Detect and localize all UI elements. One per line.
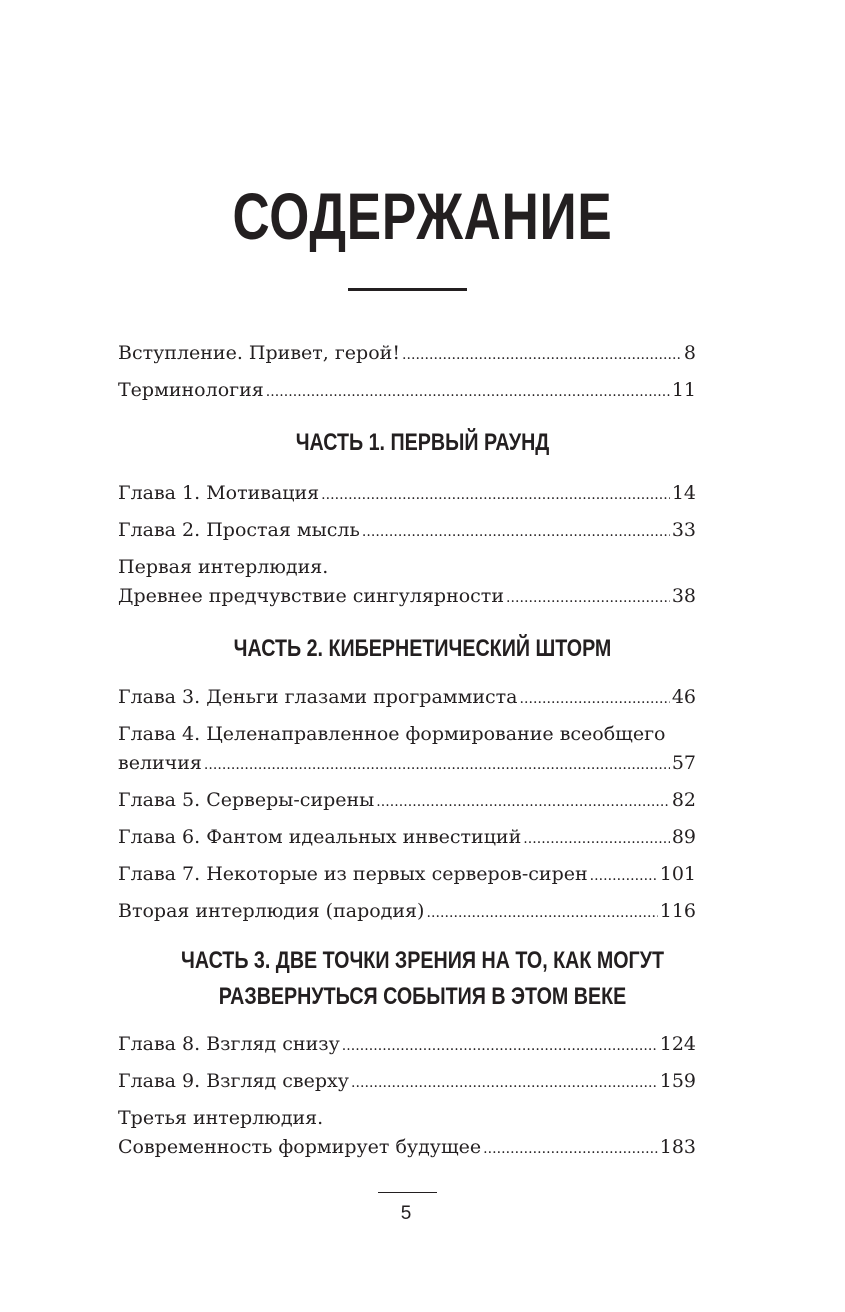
toc-entry[interactable]: [118, 336, 696, 373]
dot-leader: [362, 513, 670, 550]
toc-entry[interactable]: [118, 746, 696, 783]
dot-leader: [204, 746, 670, 783]
toc-entry[interactable]: [118, 857, 696, 894]
toc-entry[interactable]: [118, 1027, 696, 1064]
toc-entry[interactable]: [118, 513, 696, 550]
toc-entry-label: Глава 9. Взгляд сверху: [118, 1070, 349, 1092]
toc-entry-label: Глава 6. Фантом идеальных инвестиций: [118, 826, 522, 848]
toc-entry-page: 101: [659, 863, 696, 885]
toc-entry-label: Глава 5. Серверы-сирены: [118, 789, 375, 811]
toc-part-3: [118, 1027, 696, 1167]
dot-leader: [520, 680, 670, 717]
toc-entry-page: 183: [659, 1136, 696, 1158]
toc-entry-label: Вторая интерлюдия (пародия): [118, 900, 425, 922]
toc-entry[interactable]: [118, 820, 696, 857]
toc-part-1: [118, 476, 696, 616]
dot-leader: [376, 783, 670, 820]
dot-leader: [506, 579, 670, 616]
toc-entry[interactable]: [118, 579, 696, 616]
dot-leader: [590, 857, 658, 894]
toc-entry-page: 116: [659, 900, 696, 922]
toc-entry[interactable]: [118, 894, 696, 931]
toc-entry-label-line[interactable]: Глава 4. Целенаправленное формирование всеобщего: [118, 723, 666, 745]
dot-leader: [342, 1027, 658, 1064]
toc-entry-page: 33: [671, 519, 696, 541]
toc-entry-page: 38: [671, 585, 696, 607]
toc-entry-page: 57: [671, 752, 696, 774]
page-number: 5: [400, 1203, 412, 1224]
toc-entry-page: 8: [683, 342, 696, 364]
toc-entry-label-line[interactable]: Первая интерлюдия.: [118, 556, 329, 578]
toc-entry[interactable]: [118, 476, 696, 513]
part-3-heading-line2: РАЗВЕРНУТЬСЯ СОБЫТИЯ В ЭТОМ ВЕКЕ: [218, 983, 627, 1010]
toc-entry[interactable]: [118, 1064, 696, 1101]
dot-leader: [351, 1064, 658, 1101]
part-3-heading: ЧАСТЬ 3. ДВЕ ТОЧКИ ЗРЕНИЯ НА ТО, КАК МОГУТ: [181, 947, 664, 974]
dot-leader: [266, 373, 670, 410]
dot-leader: [321, 476, 670, 513]
dot-leader: [483, 1130, 658, 1167]
toc-entry-page: 11: [671, 379, 696, 401]
footer-divider: [378, 1192, 437, 1193]
toc-entry-page: 124: [659, 1033, 696, 1055]
toc-intro: [118, 336, 696, 410]
toc-entry-label: Глава 1. Мотивация: [118, 482, 320, 504]
part-2-heading: ЧАСТЬ 2. КИБЕРНЕТИЧЕСКИЙ ШТОРМ: [233, 635, 612, 662]
toc-entry-page: 14: [671, 482, 696, 504]
dot-leader: [426, 894, 657, 931]
toc-entry-page: 82: [671, 789, 696, 811]
title-divider: [348, 288, 467, 291]
toc-entry-label: Вступление. Привет, герой!: [118, 342, 400, 364]
toc-entry-label: Глава 8. Взгляд снизу: [118, 1033, 340, 1055]
toc-entry-label: Древнее предчувствие сингулярности: [118, 585, 504, 607]
toc-entry[interactable]: [118, 680, 696, 717]
toc-entry-label: Глава 3. Деньги глазами программиста: [118, 686, 518, 708]
toc-entry-page: 89: [671, 826, 696, 848]
toc-entry[interactable]: [118, 373, 696, 410]
dot-leader: [523, 820, 670, 857]
toc-entry-label-line[interactable]: Третья интерлюдия.: [118, 1107, 324, 1129]
toc-part-2: [118, 680, 696, 931]
page-title: СОДЕРЖАНИЕ: [232, 179, 613, 253]
toc-entry-label: величия: [118, 752, 202, 774]
toc-entry[interactable]: [118, 783, 696, 820]
part-1-heading: ЧАСТЬ 1. ПЕРВЫЙ РАУНД: [295, 429, 550, 456]
toc-entry-label: Терминология: [118, 379, 264, 401]
toc-entry-page: 159: [659, 1070, 696, 1092]
toc-entry[interactable]: [118, 1130, 696, 1167]
toc-entry-label: Глава 7. Некоторые из первых серверов-сирен: [118, 863, 588, 885]
toc-entry-page: 46: [671, 686, 696, 708]
dot-leader: [402, 336, 682, 373]
toc-entry-label: Современность формирует будущее: [118, 1136, 482, 1158]
toc-entry-label: Глава 2. Простая мысль: [118, 519, 360, 541]
